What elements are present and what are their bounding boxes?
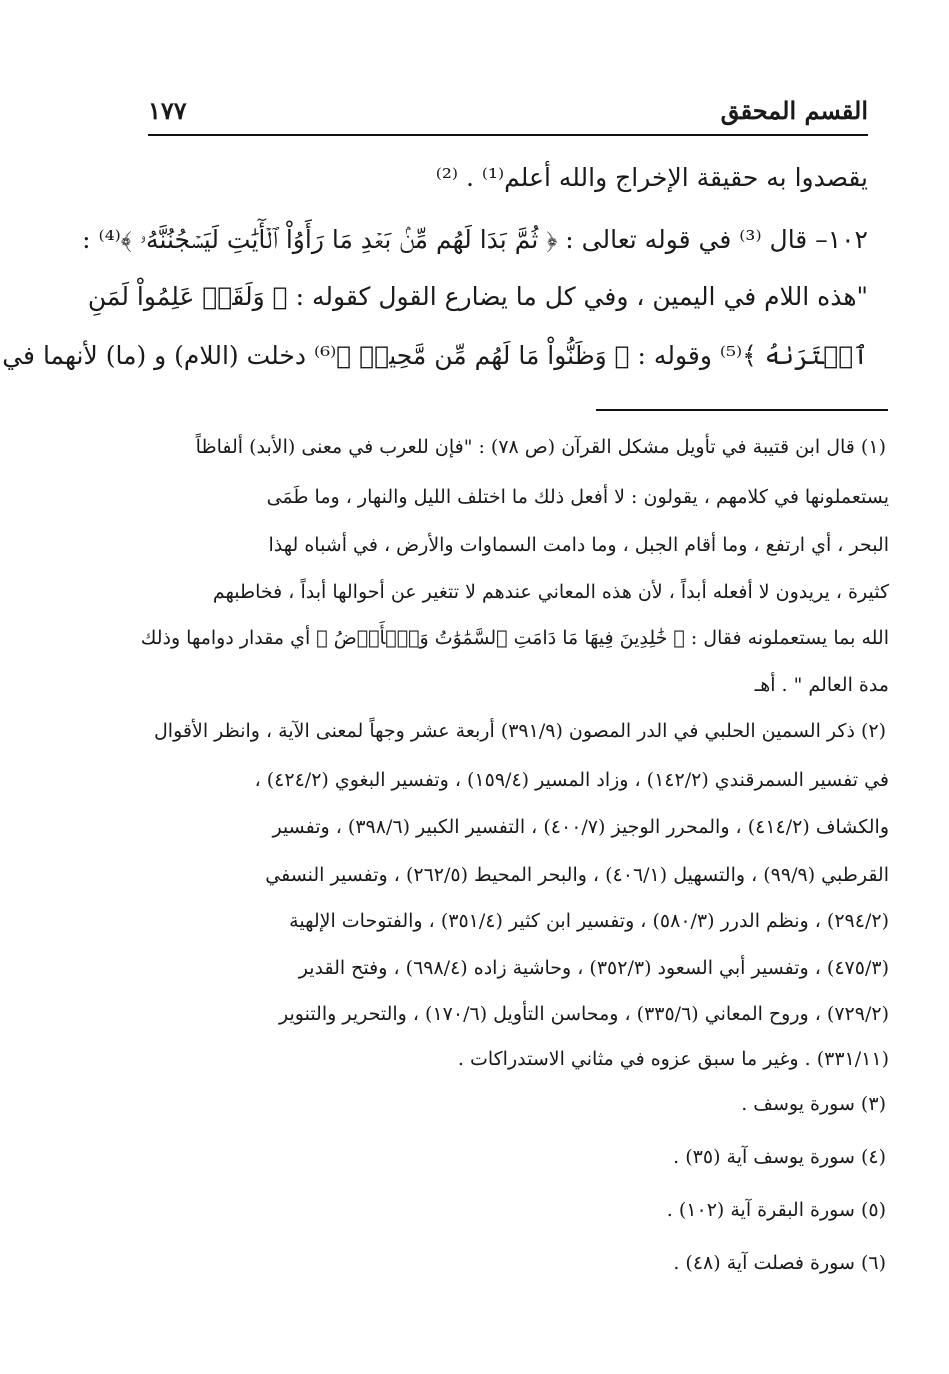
footnote-line: (٢) ذكر السمين الحلبي في الدر المصون (٣٩١/٩) أربعة عشر وجهاً لمعنى الآية ، وانظر الأقوال — [154, 720, 886, 742]
body-line-2: ١٠٢– قال ⁽³⁾ في قوله تعالى : ﴿ ثُمَّ بَدَا لَهُم مِّنۢ بَعۡدِ مَا رَأَوُاْ ٱلۡأٓيَٰتِ لَيَسۡجُنُنَّهُۥ ﴾⁽⁴⁾ : — [82, 225, 868, 254]
body-line-1: يقصدوا به حقيقة الإخراج والله أعلم⁽¹⁾ . ⁽²⁾ — [435, 163, 868, 192]
footnote-line: القرطبي (٩٩/٩) ، والتسهيل (٤٠٦/١) ، والبحر المحيط (٢٦٢/٥) ، وتفسير النسفي — [265, 864, 889, 886]
footnote-line: (٧٢٩/٢) ، وروح المعاني (٣٣٥/٦) ، ومحاسن التأويل (١٧٠/٦) ، والتحرير والتنوير — [279, 1003, 889, 1025]
footnote-line: (٢٩٤/٢) ، ونظم الدرر (٥٨٠/٣) ، وتفسير ابن كثير (٣٥١/٤) ، والفتوحات الإلهية — [289, 910, 889, 932]
footnote-line: والكشاف (٤١٤/٢) ، والمحرر الوجيز (٤٠٠/٧) ، التفسير الكبير (٣٩٨/٦) ، وتفسير — [272, 816, 889, 838]
footnote-line: (٤) سورة يوسف آية (٣٥) . — [673, 1146, 886, 1168]
footnote-separator — [596, 409, 888, 411]
footnote-line: البحر ، أي ارتفع ، وما أقام الجبل ، وما دامت السماوات والأرض ، في أشباه لهذا — [268, 534, 889, 556]
footnote-line: (٦) سورة فصلت آية (٤٨) . — [673, 1252, 886, 1274]
footnote-line: (١) قال ابن قتيبة في تأويل مشكل القرآن (ص ٧٨) : "فإن للعرب في معنى (الأبد) ألفاظاً — [195, 436, 886, 458]
section-title: القسم المحقق — [720, 96, 868, 125]
page-header — [148, 94, 868, 136]
footnote-line: (٣٣١/١١) . وغير ما سبق عزوه في مثاني الاستدراكات . — [457, 1048, 889, 1070]
footnote-line: كثيرة ، يريدون لا أفعله أبداً ، لأن هذه المعاني عندهم لا تتغير عن أحوالها أبداً ، فخاطبهم — [212, 581, 889, 603]
footnote-line: مدة العالم " . أهـ — [754, 674, 889, 696]
footnote-line: يستعملونها في كلامهم ، يقولون : لا أفعل ذلك ما اختلف الليل والنهار ، وما طَمَى — [266, 486, 889, 508]
footnote-line: (٥) سورة البقرة آية (١٠٢) . — [666, 1199, 886, 1221]
page-number: ١٧٧ — [148, 96, 187, 125]
body-line-4: ٱشۡتَرَىٰهُ ﴾⁽⁵⁾ وقوله : ﴿ وَظَنُّواْ مَا لَهُم مِّن مَّحِيصٖ ﴾⁽⁶⁾ دخلت (اللام) و (ما) لأنهما في — [2, 341, 868, 370]
footnote-line: في تفسير السمرقندي (١٤٢/٢) ، وزاد المسير (١٥٩/٤) ، وتفسير البغوي (٤٢٤/٢) ، — [254, 769, 889, 791]
footnote-line: (٣) سورة يوسف . — [741, 1093, 886, 1115]
footnote-line: (٤٧٥/٣) ، وتفسير أبي السعود (٣٥٢/٣) ، وحاشية زاده (٦٩٨/٤) ، وفتح القدير — [298, 957, 889, 979]
footnote-line: الله بما يستعملونه فقال : ﴿ خَٰلِدِينَ فِيهَا مَا دَامَتِ ٱلسَّمَٰوَٰتُ وَٱلۡأَرۡضُ ﴾ أي مقدار دوامها وذلك — [140, 627, 889, 649]
body-line-3: "هذه اللام في اليمين ، وفي كل ما يضارع القول كقوله : ﴿ وَلَقَدۡ عَلِمُواْ لَمَنِ — [87, 282, 868, 311]
